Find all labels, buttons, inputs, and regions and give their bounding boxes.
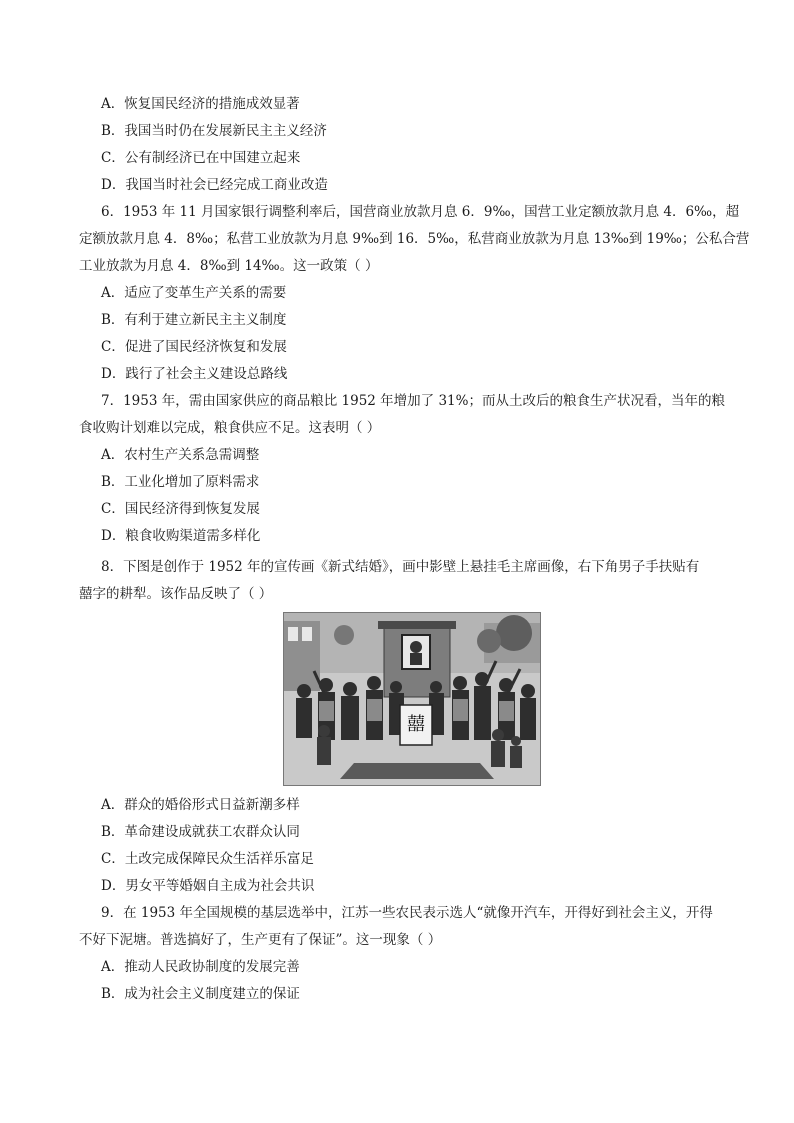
q5-option-a: A．恢复国民经济的措施成效显著 bbox=[101, 96, 300, 112]
q6-option-b: B．有利于建立新民主主义制度 bbox=[101, 312, 287, 328]
q6-option-c: C．促进了国民经济恢复和发展 bbox=[101, 339, 287, 355]
q8-option-a: A．群众的婚俗形式日益新潮多样 bbox=[101, 797, 300, 813]
q9-stem-line-2: 不好下泥塘。普选搞好了，生产更有了保证”。这一现象（ ） bbox=[79, 932, 442, 948]
q7-stem-line-1: 7．1953 年，需由国家供应的商品粮比 1952 年增加了 31%；而从土改后的粮食生产状况看，当年的粮 bbox=[101, 393, 725, 409]
q7-option-d: D．粮食收购渠道需多样化 bbox=[101, 528, 261, 544]
double-happiness-glyph: 囍 bbox=[407, 714, 425, 735]
q9-stem-line-1: 9．在 1953 年全国规模的基层选举中，江苏一些农民表示选人“就像开汽车，开得好到社会主义，开得 bbox=[101, 905, 713, 921]
q8-option-b: B．革命建设成就获工农群众认同 bbox=[101, 824, 300, 840]
q8-stem-line-1: 8．下图是创作于 1952 年的宣传画《新式结婚》，画中影壁上悬挂毛主席画像，右下角男子手扶贴有 bbox=[101, 559, 700, 575]
propaganda-painting-image bbox=[283, 612, 541, 786]
q7-stem-line-2: 食收购计划难以完成，粮食供应不足。这表明（ ） bbox=[79, 420, 381, 436]
q8-stem-line-2: 囍字的耕犁。该作品反映了（ ） bbox=[79, 586, 273, 602]
q6-stem-line-2: 定额放款月息 4．8‰；私营工业放款为月息 9‰到 16．5‰，私营商业放款为月息 13‰到 19‰；公私合营 bbox=[79, 231, 750, 247]
q6-stem-line-3: 工业放款为月息 4．8‰到 14‰。这一政策（ ） bbox=[79, 258, 379, 274]
q5-option-b: B．我国当时仍在发展新民主主义经济 bbox=[101, 123, 327, 139]
q6-stem-line-1: 6．1953 年 11 月国家银行调整利率后，国营商业放款月息 6．9‰，国营工业定额放款月息 4．6‰，超 bbox=[101, 204, 740, 220]
q7-option-b: B．工业化增加了原料需求 bbox=[101, 474, 260, 490]
q9-option-a: A．推动人民政协制度的发展完善 bbox=[101, 959, 300, 975]
q7-option-c: C．国民经济得到恢复发展 bbox=[101, 501, 260, 517]
q5-option-d: D．我国当时社会已经完成工商业改造 bbox=[101, 177, 328, 193]
q9-option-b: B．成为社会主义制度建立的保证 bbox=[101, 986, 300, 1002]
q6-option-a: A．适应了变革生产关系的需要 bbox=[101, 285, 287, 301]
q6-option-d: D．践行了社会主义建设总路线 bbox=[101, 366, 288, 382]
q7-option-a: A．农村生产关系急需调整 bbox=[101, 447, 260, 463]
q8-option-d: D．男女平等婚姻自主成为社会共识 bbox=[101, 878, 315, 894]
q5-option-c: C．公有制经济已在中国建立起来 bbox=[101, 150, 301, 166]
q8-option-c: C．土改完成保障民众生活祥乐富足 bbox=[101, 851, 314, 867]
painting-illustration bbox=[284, 613, 540, 785]
